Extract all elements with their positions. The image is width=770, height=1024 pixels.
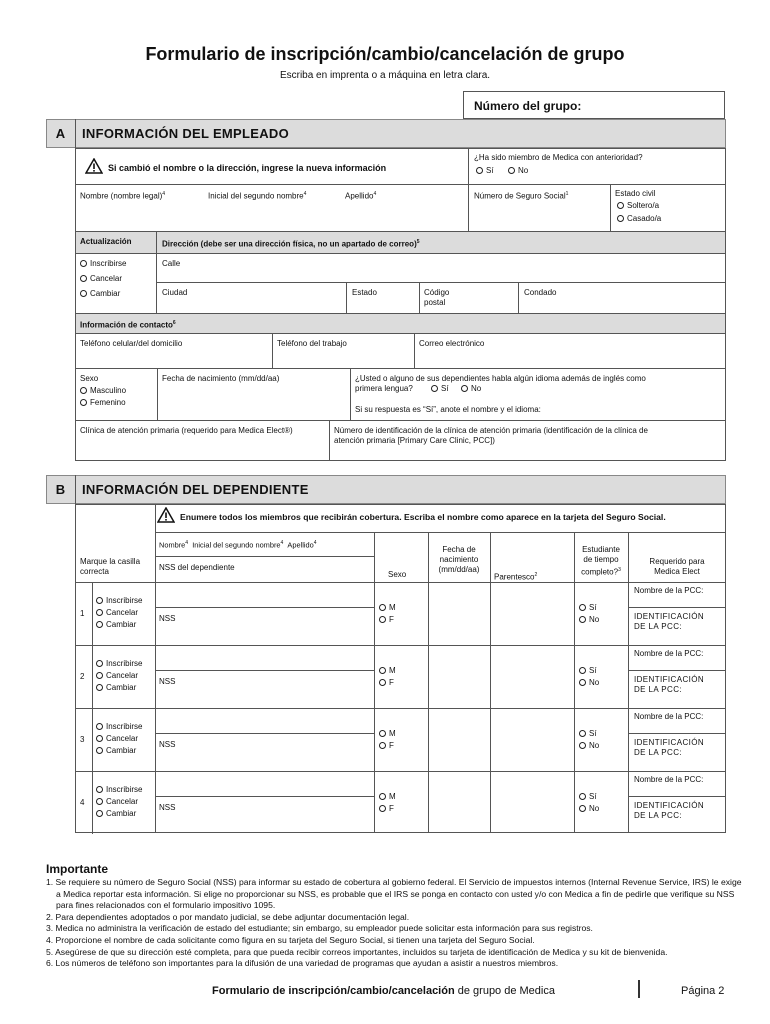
- employee-first-name-field[interactable]: Nombre (nombre legal)$^4$: [80, 191, 166, 201]
- dependent-relationship-field[interactable]: [492, 710, 572, 768]
- important-notes: [46, 862, 746, 970]
- marital-single[interactable]: Soltero/a: [617, 201, 659, 211]
- city-field[interactable]: Ciudad: [162, 288, 188, 297]
- dependent-dob-field[interactable]: [430, 773, 488, 831]
- dependent-name-field[interactable]: [157, 647, 371, 667]
- update-label: Actualización: [80, 237, 132, 246]
- relationship-header: Parentesco$^2$: [494, 572, 538, 582]
- sex-male-radio[interactable]: Masculino: [80, 386, 126, 396]
- name-change-notice: Si cambió el nombre o la dirección, ingrese la nueva información: [108, 163, 387, 173]
- dependent-relationship-field[interactable]: [492, 584, 572, 642]
- employee-ssn-field[interactable]: Número de Seguro Social$^1$: [474, 191, 569, 201]
- dependent-pcc-name-field[interactable]: Nombre de la PCC:: [634, 775, 704, 784]
- dependent-sex-f-radio[interactable]: F: [379, 741, 394, 751]
- dependent-ssn-header: NSS del dependiente: [159, 563, 235, 572]
- dependent-row-number: 4: [80, 798, 85, 807]
- language-yes-radio[interactable]: Sí: [431, 384, 449, 394]
- footer-page-number: Página 2: [681, 985, 725, 997]
- work-phone-field[interactable]: Teléfono del trabajo: [277, 339, 347, 348]
- dependent-dob-field[interactable]: [430, 647, 488, 705]
- dependent-enroll-radio[interactable]: Inscribirse: [96, 785, 142, 795]
- dependent-pcc-id-field[interactable]: IDENTIFICACIÓN DE LA PCC:: [634, 801, 705, 820]
- dependent-sex-m-radio[interactable]: M: [379, 729, 396, 739]
- section-b-title: INFORMACIÓN DEL DEPENDIENTE: [82, 482, 309, 497]
- marital-married[interactable]: Casado/a: [617, 214, 661, 224]
- pcc-id-field[interactable]: Número de identificación de la clínica de atención primaria (identificación de la clínica de atención primaria [Primary Care Clinic, PCC]): [334, 426, 648, 445]
- language-question: ¿Usted o alguno de sus dependientes habla algún idioma además de inglés como primera lengua?: [355, 374, 646, 393]
- dependent-sex-f-radio[interactable]: F: [379, 678, 394, 688]
- dependent-pcc-id-field[interactable]: IDENTIFICACIÓN DE LA PCC:: [634, 738, 705, 757]
- dependent-name-header: Nombre$^4$ Inicial del segundo nombre$^4$ Apellido$^4$: [159, 540, 317, 550]
- required-header: Requerido para Medica Elect: [649, 557, 705, 576]
- note-item: 2. Para dependientes adoptados o por mandato judicial, se debe adjuntar documentación legal.: [46, 911, 410, 922]
- sex-female-radio[interactable]: Femenino: [80, 398, 126, 408]
- warning-icon: [157, 507, 175, 523]
- mark-box-label: Marque la casilla correcta: [80, 557, 141, 576]
- marital-status-label: Estado civil: [615, 189, 656, 198]
- note-item: 3. Medica no administra la verificación de estado del estudiante; sin embargo, su empleador puede solicitar esta información para sus registros.: [46, 923, 593, 934]
- pcc-field[interactable]: Clínica de atención primaria (requerido para Medica Elect®): [80, 426, 293, 435]
- update-change-radio[interactable]: Cambiar: [80, 289, 120, 299]
- update-cancel-radio[interactable]: Cancelar: [80, 274, 122, 284]
- dependent-change-radio[interactable]: Cambiar: [96, 683, 136, 693]
- dependent-name-field[interactable]: [157, 710, 371, 730]
- dependent-enroll-radio[interactable]: Inscribirse: [96, 722, 142, 732]
- dependent-name-field[interactable]: [157, 773, 371, 793]
- dependent-ssn-field[interactable]: NSS: [159, 803, 176, 812]
- county-field[interactable]: Condado: [524, 288, 557, 297]
- dependent-student-no-radio[interactable]: No: [579, 615, 599, 625]
- sex-label: Sexo: [80, 374, 99, 383]
- note-item: 1. Se requiere su número de Seguro Social (NSS) para informar su estado de cobertura al gobierno federal. El Servicio de impuestos internos (Internal Revenue Service, IRS) le exige a Medica reportar esta información. Si elige no proporcionar su NSS, es probable que el IRS se ponga en contacto con usted y/o con Medica a fin de pedirle que verifique su NSS para fines relacionados con el formulario impositivo 1095.: [46, 877, 742, 911]
- warning-icon: [85, 158, 103, 174]
- section-a-title: INFORMACIÓN DEL EMPLEADO: [82, 126, 290, 141]
- sex-header: Sexo: [388, 570, 407, 579]
- section-a-letter: A: [55, 126, 66, 141]
- employee-last-name-field[interactable]: Apellido$^4$: [345, 191, 377, 201]
- contact-info-label: Información de contacto$^6$: [80, 320, 176, 330]
- state-field[interactable]: Estado: [352, 288, 377, 297]
- dependent-ssn-field[interactable]: NSS: [159, 740, 176, 749]
- dependent-enroll-radio[interactable]: Inscribirse: [96, 596, 142, 606]
- dependent-change-radio[interactable]: Cambiar: [96, 809, 136, 819]
- prior-member-question: ¿Ha sido miembro de Medica con anterioridad?: [474, 153, 643, 162]
- dependent-student-yes-radio[interactable]: Sí: [579, 729, 597, 739]
- update-enroll-radio[interactable]: Inscribirse: [80, 259, 126, 269]
- note-item: 5. Asegúrese de que su dirección esté completa, para que pueda recibir correos importantes, incluidos su tarjeta de identificación de Medica y su kit de bienvenida.: [46, 946, 668, 957]
- dependent-student-no-radio[interactable]: No: [579, 804, 599, 814]
- dependent-pcc-name-field[interactable]: Nombre de la PCC:: [634, 586, 704, 595]
- student-header: Estudiante de tiempo completo?$^3$: [581, 545, 621, 577]
- dependent-change-radio[interactable]: Cambiar: [96, 746, 136, 756]
- dependent-cancel-radio[interactable]: Cancelar: [96, 608, 138, 618]
- footer-form-name: Formulario de inscripción/cambio/cancelación de grupo de Medica: [212, 985, 555, 997]
- section-b-letter: B: [55, 482, 66, 497]
- language-followup[interactable]: Si su respuesta es “Sí”, anote el nombre y el idioma:: [355, 405, 541, 414]
- dependent-pcc-name-field[interactable]: Nombre de la PCC:: [634, 649, 704, 658]
- group-number-field[interactable]: [463, 91, 725, 119]
- dependent-ssn-field[interactable]: NSS: [159, 677, 176, 686]
- dependent-row-number: 2: [80, 672, 85, 681]
- zip-field[interactable]: Código postal: [424, 288, 450, 307]
- dependent-list-notice: Enumere todos los miembros que recibirán cobertura. Escriba el nombre como aparece en la tarjeta del Seguro Social.: [180, 512, 666, 522]
- cell-phone-field[interactable]: Teléfono celular/del domicilio: [80, 339, 183, 348]
- dependent-student-yes-radio[interactable]: Sí: [579, 603, 597, 613]
- dependent-dob-field[interactable]: [430, 584, 488, 642]
- dependent-row-number: 3: [80, 735, 85, 744]
- dependent-relationship-field[interactable]: [492, 773, 572, 831]
- dependent-sex-m-radio[interactable]: M: [379, 792, 396, 802]
- dependent-student-yes-radio[interactable]: Sí: [579, 792, 597, 802]
- dependent-change-radio[interactable]: Cambiar: [96, 620, 136, 630]
- language-no-radio[interactable]: No: [461, 384, 481, 394]
- dependent-sex-m-radio[interactable]: M: [379, 666, 396, 676]
- dob-header: Fecha de nacimiento (mm/dd/aa): [438, 545, 480, 574]
- dependent-student-yes-radio[interactable]: Sí: [579, 666, 597, 676]
- dependent-pcc-name-field[interactable]: Nombre de la PCC:: [634, 712, 704, 721]
- dependent-sex-f-radio[interactable]: F: [379, 804, 394, 814]
- dependent-sex-m-radio[interactable]: M: [379, 603, 396, 613]
- dependent-student-no-radio[interactable]: No: [579, 678, 599, 688]
- group-number-label: Número del grupo:: [474, 99, 582, 113]
- prior-member-yes[interactable]: Sí: [476, 166, 494, 176]
- address-label: Dirección (debe ser una dirección física, no un apartado de correo)$^5$: [162, 239, 420, 249]
- page-subtitle: Escriba en imprenta o a máquina en letra clara.: [279, 70, 491, 81]
- dependent-pcc-id-field[interactable]: IDENTIFICACIÓN DE LA PCC:: [634, 675, 705, 694]
- dependent-student-no-radio[interactable]: No: [579, 741, 599, 751]
- dependent-relationship-field[interactable]: [492, 647, 572, 705]
- dependent-cancel-radio[interactable]: Cancelar: [96, 734, 138, 744]
- employee-middle-initial-field[interactable]: Inicial del segundo nombre$^4$: [208, 191, 307, 201]
- dependent-dob-field[interactable]: [430, 710, 488, 768]
- note-item: 4. Proporcione el nombre de cada solicitante como figura en su tarjeta del Seguro Social, si tienen una tarjeta del Seguro Social.: [46, 934, 535, 945]
- dob-field[interactable]: Fecha de nacimiento (mm/dd/aa): [162, 374, 280, 383]
- important-heading: Importante: [46, 862, 109, 876]
- dependent-cancel-radio[interactable]: Cancelar: [96, 797, 138, 807]
- note-item: 6. Los números de teléfono son importantes para la difusión de una variedad de programas que ayudan a asistir a nuestros miembros.: [46, 958, 559, 969]
- dependent-row-number: 1: [80, 609, 85, 618]
- dependent-ssn-field[interactable]: NSS: [159, 614, 176, 623]
- dependent-enroll-radio[interactable]: Inscribirse: [96, 659, 142, 669]
- dependent-sex-f-radio[interactable]: F: [379, 615, 394, 625]
- street-field[interactable]: Calle: [162, 259, 181, 268]
- email-field[interactable]: Correo electrónico: [419, 339, 485, 348]
- prior-member-no[interactable]: No: [508, 166, 528, 176]
- dependent-name-field[interactable]: [157, 584, 371, 604]
- dependent-pcc-id-field[interactable]: IDENTIFICACIÓN DE LA PCC:: [634, 612, 705, 631]
- dependent-cancel-radio[interactable]: Cancelar: [96, 671, 138, 681]
- page-title: Formulario de inscripción/cambio/cancelación de grupo: [145, 44, 625, 64]
